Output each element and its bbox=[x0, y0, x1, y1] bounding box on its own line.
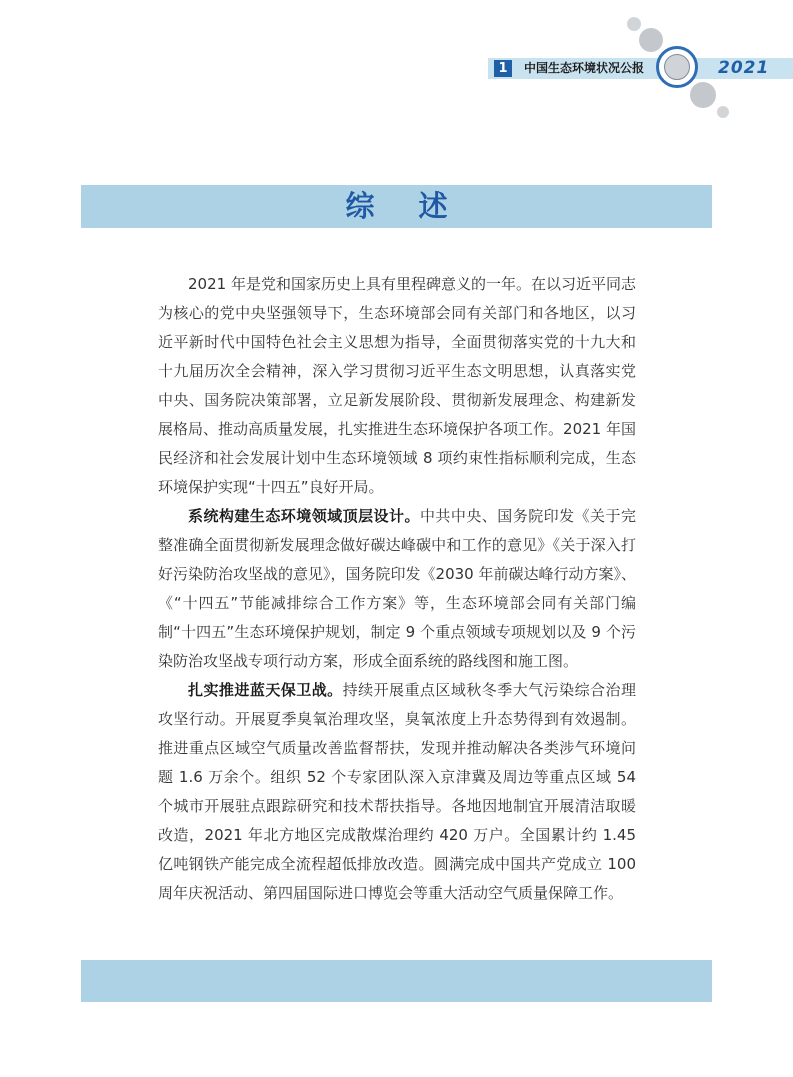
body-text bbox=[158, 270, 636, 908]
ring-emblem-core bbox=[664, 54, 690, 80]
decorative-dot bbox=[639, 28, 663, 52]
decorative-dot bbox=[690, 82, 716, 108]
report-year: 2021 bbox=[718, 58, 770, 78]
paragraph-blue-sky bbox=[158, 676, 636, 908]
paragraph-lead: 扎实推进蓝天保卫战。 bbox=[188, 681, 343, 699]
section-title-bar bbox=[81, 185, 712, 228]
paragraph-text: 中共中央、国务院印发《关于完整准确全面贯彻新发展理念做好碳达峰碳中和工作的意见》《关于深入打好污染防治攻坚战的意见》，国务院印发《2030 年前碳达峰行动方案》、《“十四五”节能减排综合工作方案》等，生态环境部会同有关部门编制“十四五”生态环境保护规划，制定 9 个重点领域专项规划以及 9 个污染防治攻坚战专项行动方案，形成全面系统的路线图和施工图。 bbox=[158, 507, 636, 670]
paragraph-text: 2021 年是党和国家历史上具有里程碑意义的一年。在以习近平同志为核心的党中央坚强领导下，生态环境部会同有关部门和各地区，以习近平新时代中国特色社会主义思想为指导，全面贯彻落实党的十九大和十九届历次全会精神，深入学习贯彻习近平生态文明思想，认真落实党中央、国务院决策部署，立足新发展阶段、贯彻新发展理念、构建新发展格局、推动高质量发展，扎实推进生态环境保护各项工作。2021 年国民经济和社会发展计划中生态环境领域 8 项约束性指标顺利完成，生态环境保护实现“十四五”良好开局。 bbox=[158, 275, 636, 496]
section-title: 综述 bbox=[345, 189, 492, 223]
paragraph-top-level-design bbox=[158, 502, 636, 676]
paragraph-lead: 系统构建生态环境领域顶层设计。 bbox=[188, 507, 420, 525]
report-title: 中国生态环境状况公报 bbox=[524, 61, 645, 75]
footer-bar bbox=[81, 960, 712, 1002]
decorative-dot bbox=[627, 17, 641, 31]
paragraph-text: 持续开展重点区域秋冬季大气污染综合治理攻坚行动。开展夏季臭氧治理攻坚，臭氧浓度上升态势得到有效遏制。推进重点区域空气质量改善监督帮扶，发现并推动解决各类涉气环境问题 1.6 万余个。组织 52 个专家团队深入京津冀及周边等重点区域 54 个城市开展驻点跟踪研究和技术帮扶指导。各地因地制宜开展清洁取暖改造，2021 年北方地区完成散煤治理约 420 万户。全国累计约 1.45 亿吨钢铁产能完成全流程超低排放改造。圆满完成中国共产党成立 100 周年庆祝活动、第四届国际进口博览会等重大活动空气质量保障工作。 bbox=[158, 681, 636, 902]
section-number-badge: 1 bbox=[494, 60, 512, 77]
decorative-dot bbox=[717, 106, 729, 118]
paragraph-intro bbox=[158, 270, 636, 502]
